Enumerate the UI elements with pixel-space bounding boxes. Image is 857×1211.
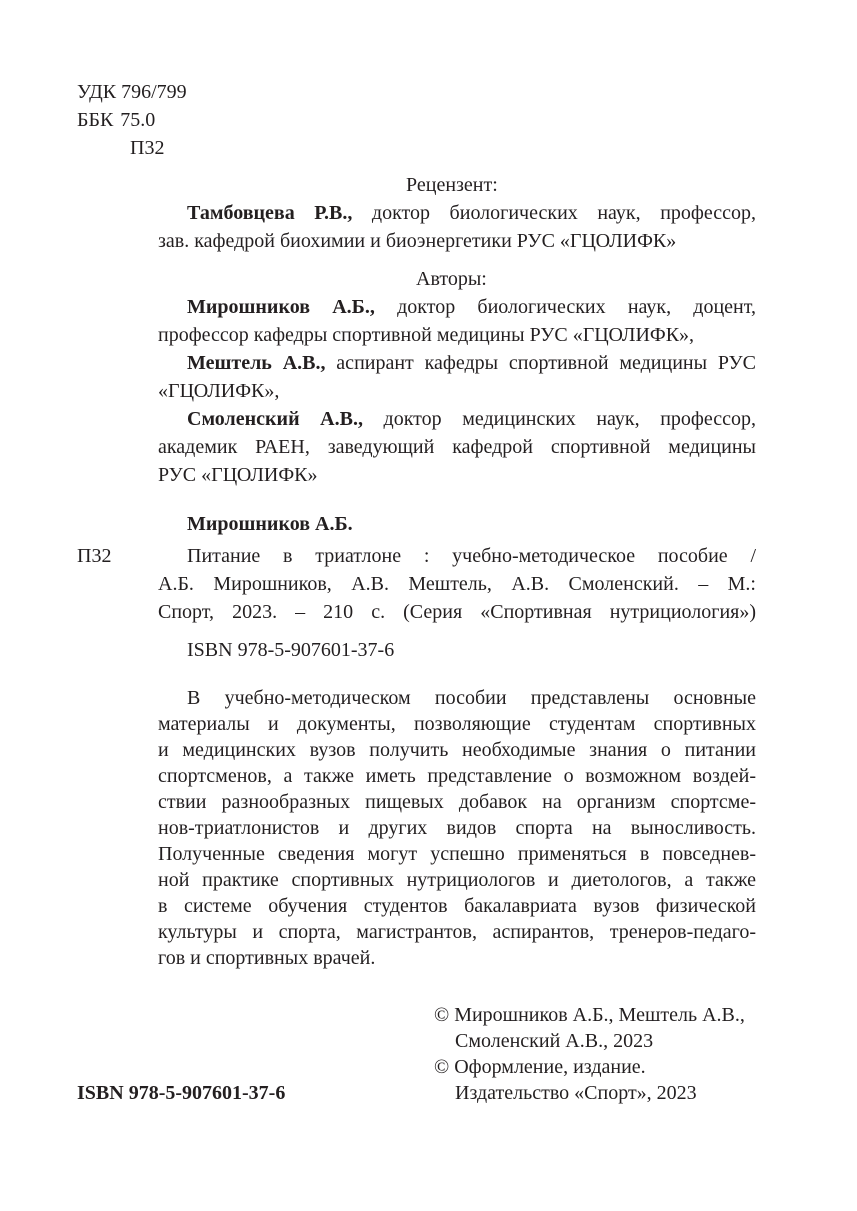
catalog-main-author: Мирошников А.Б.: [187, 513, 353, 535]
author-2-desc-1: аспирант кафедры спортивной медицины РУС: [325, 352, 756, 374]
catalog-line-2: А.Б. Мирошников, А.В. Мештель, А.В. Смоленский. – М.:: [158, 573, 756, 595]
copyright-line-2: Смоленский А.В., 2023: [455, 1030, 654, 1052]
annotation-line: В учебно-методическом пособии представлены основные: [187, 687, 756, 709]
annotation-line: спортсменов, а также иметь представление о возможном воздей-: [158, 765, 756, 787]
catalog-sign: П32: [77, 545, 112, 567]
copyright-line-3: © Оформление, издание.: [434, 1056, 646, 1078]
author-3-desc-2: академик РАЕН, заведующий кафедрой спортивной медицины: [158, 436, 756, 458]
annotation-line: в системе обучения студентов бакалавриата вузов физической: [158, 895, 756, 917]
annotation-line: гов и спортивных врачей.: [158, 947, 376, 969]
authors-heading: Авторы:: [416, 268, 487, 290]
annotation-line: материалы и документы, позволяющие студентам спортивных: [158, 713, 756, 735]
udk-code: УДК 796/799: [77, 81, 187, 103]
catalog-line-3: Спорт, 2023. – 210 с. (Серия «Спортивная нутрициология»): [158, 601, 756, 623]
author-2-desc-2: «ГЦОЛИФК»,: [158, 380, 280, 402]
reviewer-heading: Рецензент:: [406, 174, 498, 196]
annotation-line: культуры и спорта, магистрантов, аспирантов, тренеров-педаго-: [158, 921, 756, 943]
author-sign: П32: [130, 137, 165, 159]
reviewer-line-1: [187, 200, 756, 226]
reviewer-name: Тамбовцева Р.В.,: [187, 202, 353, 224]
author-3-line-1: [187, 406, 756, 432]
footer-isbn: ISBN 978-5-907601-37-6: [77, 1082, 286, 1104]
copyright-line-1: © Мирошников А.Б., Мештель А.В.,: [434, 1004, 745, 1026]
annotation-line: ствии разнообразных пищевых добавок на организм спортсме-: [158, 791, 756, 813]
author-1-desc-2: профессор кафедры спортивной медицины РУС «ГЦОЛИФК»,: [158, 324, 695, 346]
reviewer-desc-1: доктор биологических наук, профессор,: [352, 202, 756, 224]
author-2-name: Мештель А.В.,: [187, 352, 326, 374]
author-3-name: Смоленский А.В.,: [187, 408, 363, 430]
author-1-line-1: [187, 294, 756, 320]
author-1-name: Мирошников А.Б.,: [187, 296, 375, 318]
bbk-code: ББК 75.0: [77, 109, 156, 131]
author-2-line-1: [187, 350, 756, 376]
annotation-line: и медицинских вузов получить необходимые знания о питании: [158, 739, 756, 761]
annotation-line: ной практике спортивных нутрициологов и диетологов, а также: [158, 869, 756, 891]
annotation-line: нов-триатлонистов и других видов спорта на выносливость.: [158, 817, 756, 839]
reviewer-desc-2: зав. кафедрой биохимии и биоэнергетики РУС «ГЦОЛИФК»: [158, 230, 677, 252]
annotation-line: Полученные сведения могут успешно применяться в повседнев-: [158, 843, 756, 865]
author-1-desc-1: доктор биологических наук, доцент,: [374, 296, 756, 318]
copyright-line-4: Издательство «Спорт», 2023: [455, 1082, 697, 1104]
catalog-isbn: ISBN 978-5-907601-37-6: [187, 639, 395, 661]
author-3-desc-3: РУС «ГЦОЛИФК»: [158, 464, 318, 486]
author-3-desc-1: доктор медицинских наук, профессор,: [362, 408, 757, 430]
catalog-line-1: Питание в триатлоне : учебно-методическое пособие /: [187, 545, 756, 567]
